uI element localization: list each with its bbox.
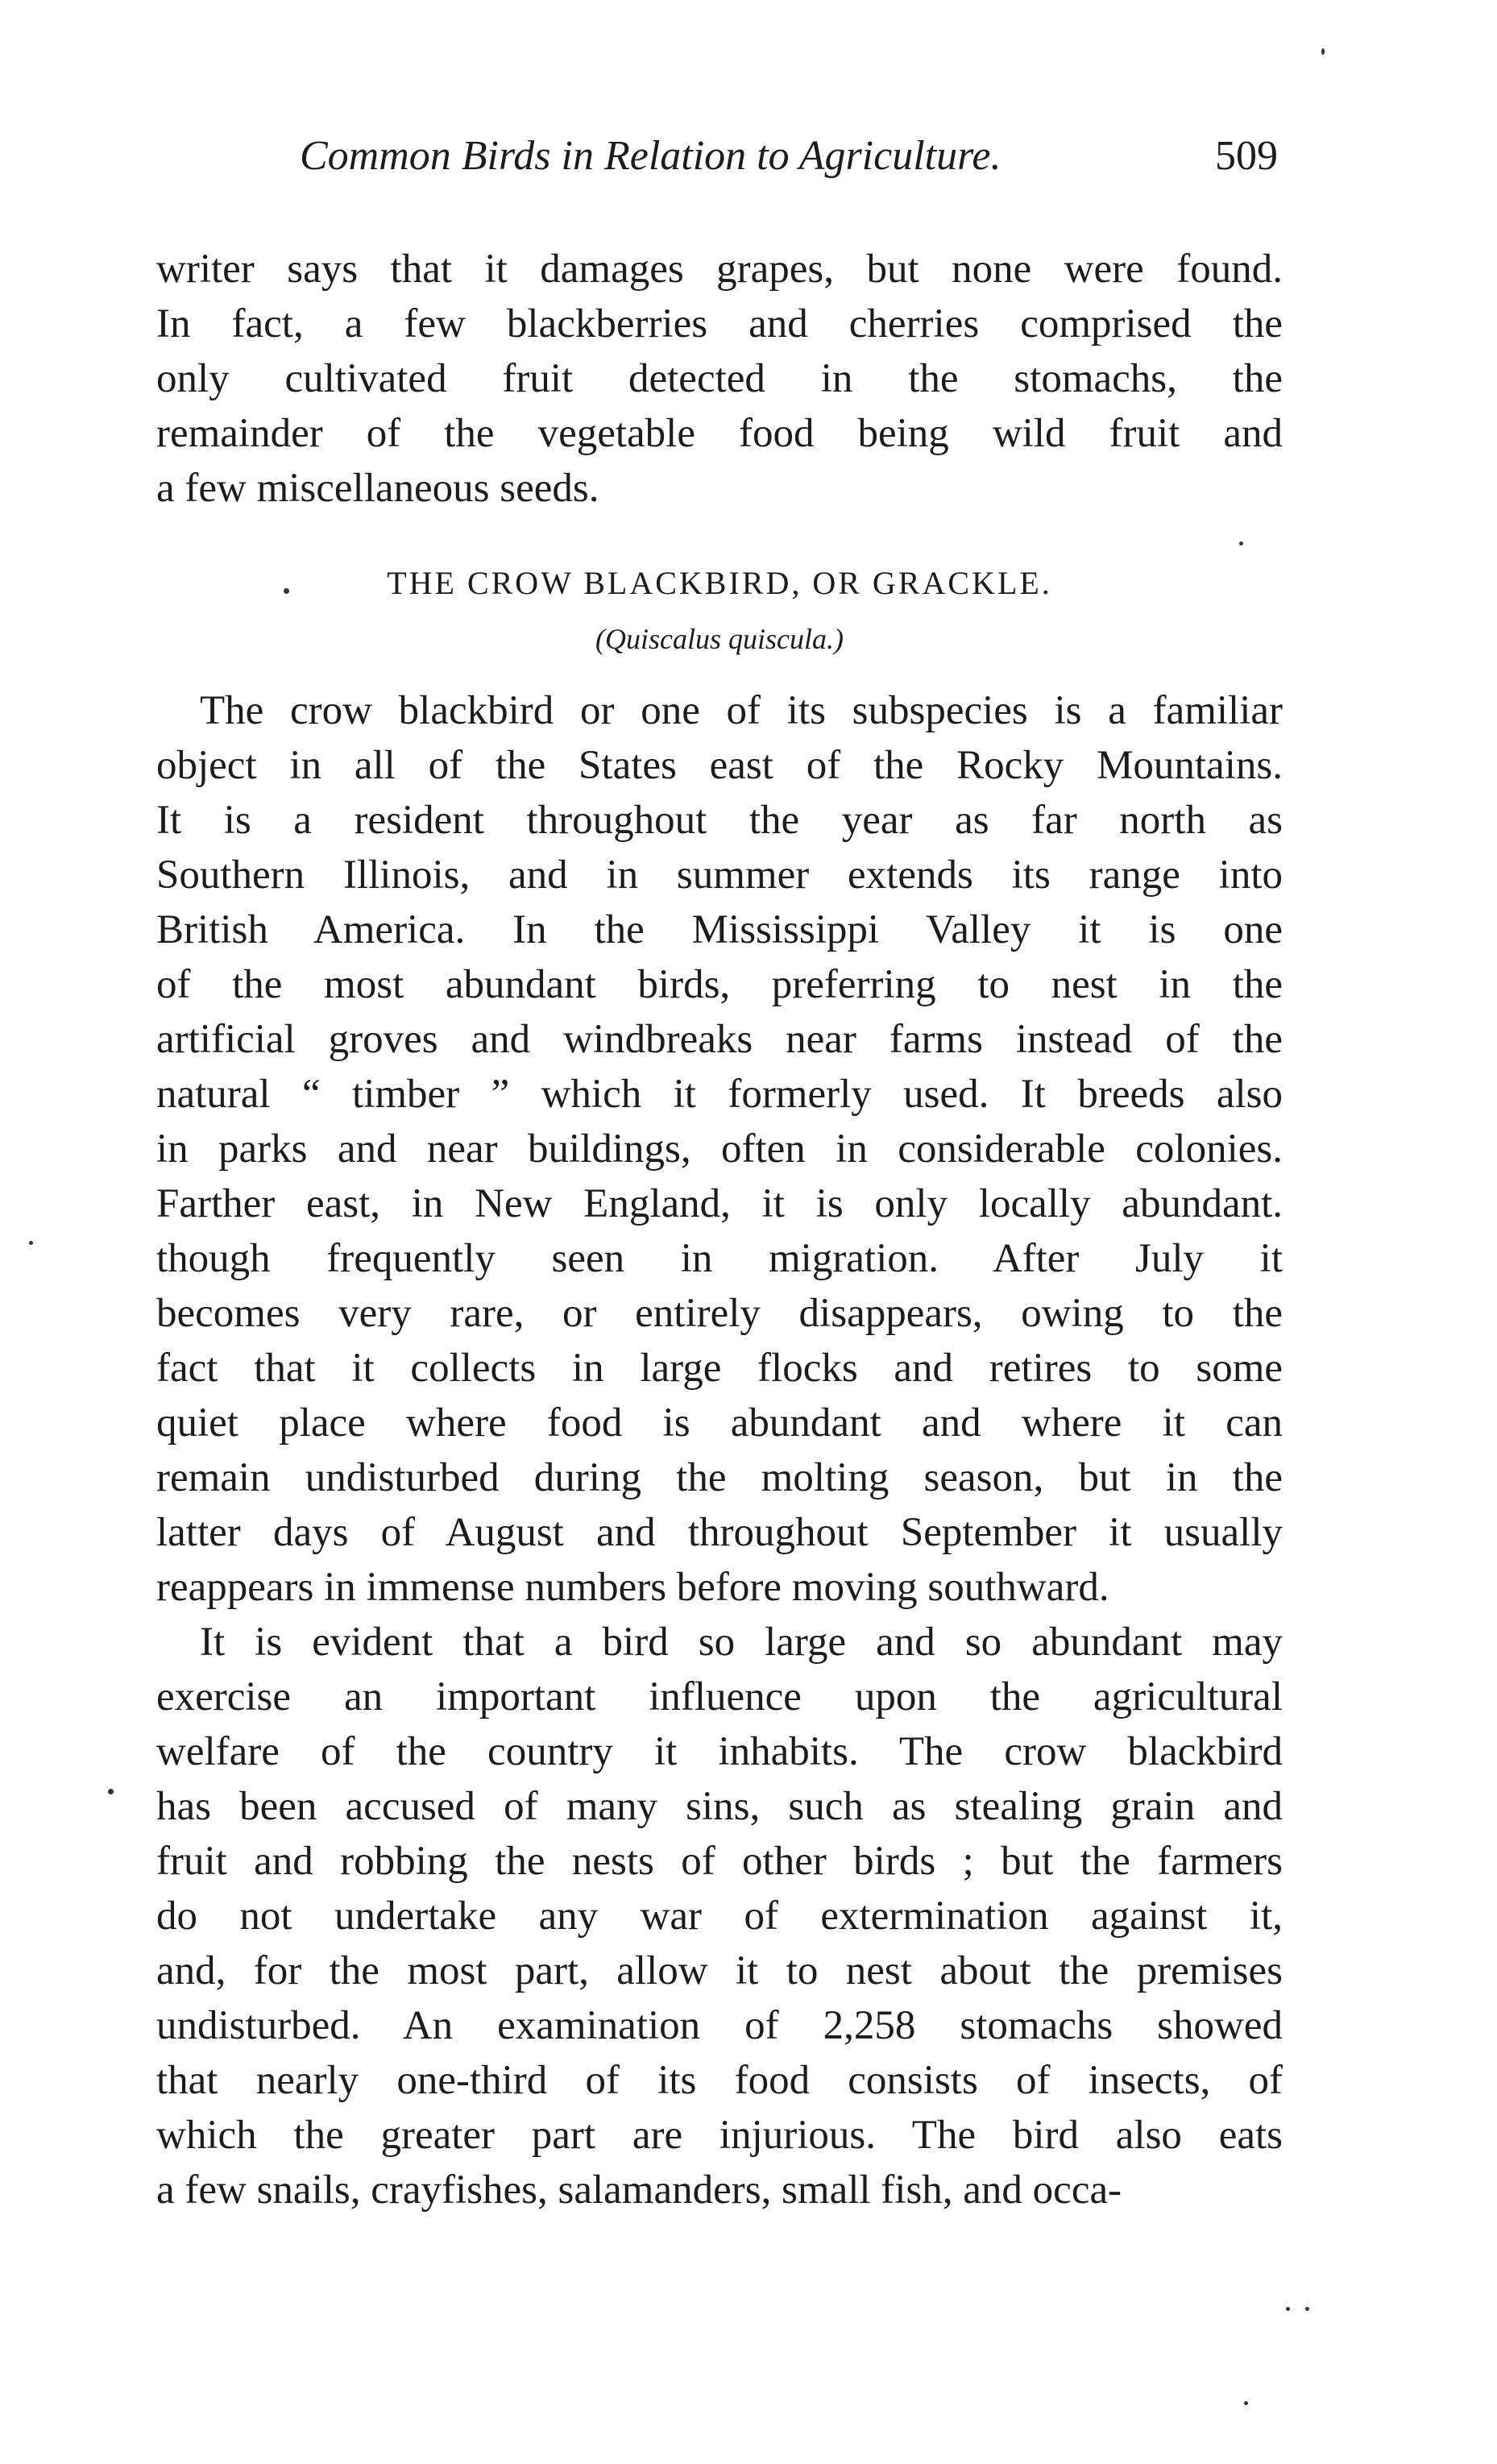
scan-speck [1244, 2401, 1248, 2405]
scientific-name: (Quiscalus quiscula.) [595, 623, 844, 655]
scan-speck [29, 1241, 33, 1245]
text-line: do not undertake any war of extermination against it, [156, 1894, 1283, 1939]
paragraph [156, 683, 1283, 2217]
text-line: fruit and robbing the nests of other birds ; but the farmers [156, 1839, 1283, 1884]
text-line: fact that it collects in large flocks and retires to some [156, 1346, 1283, 1391]
text-line: remain undisturbed during the molting season, but in the [156, 1455, 1283, 1500]
text-line: The crow blackbird or one of its subspecies is a familiar [200, 688, 1283, 733]
text-line: object in all of the States east of the Rocky Mountains. [156, 743, 1283, 788]
text-line: becomes very rare, or entirely disappears, owing to the [156, 1291, 1283, 1336]
scan-speck [284, 588, 289, 594]
text-line: artificial groves and windbreaks near farms instead of the [156, 1017, 1283, 1062]
section-heading: THE CROW BLACKBIRD, OR GRACKLE. [387, 565, 1052, 601]
text-line: and, for the most part, allow it to nest about the premises [156, 1948, 1283, 1993]
page-number: 509 [1215, 133, 1278, 179]
scan-speck [1321, 48, 1325, 55]
text-line: exercise an important influence upon the agricultural [156, 1674, 1283, 1719]
text-line: Southern Illinois, and in summer extends its range into [156, 852, 1283, 898]
text-line: latter days of August and throughout September it usually [156, 1510, 1283, 1555]
text-line: British America. In the Mississippi Valley it is one [156, 907, 1283, 952]
text-line: welfare of the country it inhabits. The crow blackbird [156, 1729, 1283, 1774]
text-line: which the greater part are injurious. The bird also eats [156, 2113, 1283, 2158]
running-title: Common Birds in Relation to Agriculture. [300, 133, 1001, 179]
paragraph-continued [156, 242, 1283, 516]
text-line: undisturbed. An examination of 2,258 stomachs showed [156, 2003, 1283, 2048]
scan-speck [108, 1789, 114, 1794]
text-line: remainder of the vegetable food being wild fruit and [156, 411, 1283, 456]
text-line: natural “ timber ” which it formerly used. It breeds also [156, 1072, 1283, 1117]
text-line: has been accused of many sins, such as stealing grain and [156, 1784, 1283, 1829]
text-line: quiet place where food is abundant and where it can [156, 1400, 1283, 1446]
text-line: It is a resident throughout the year as far north as [156, 798, 1283, 843]
scan-speck [1305, 2307, 1309, 2311]
text-line: writer says that it damages grapes, but none were found. [156, 247, 1283, 292]
text-line: reappears in immense numbers before moving southward. [156, 1565, 1109, 1610]
scan-speck [1286, 2307, 1290, 2311]
text-line: a few snails, crayfishes, salamanders, small fish, and occa- [156, 2167, 1122, 2213]
text-line: only cultivated fruit detected in the stomachs, the [156, 356, 1283, 401]
text-line: Farther east, in New England, it is only locally abundant. [156, 1181, 1283, 1226]
text-line: of the most abundant birds, preferring to nest in the [156, 962, 1283, 1007]
text-line: In fact, a few blackberries and cherries comprised the [156, 301, 1283, 346]
text-line: in parks and near buildings, often in considerable colonies. [156, 1126, 1283, 1172]
text-line: It is evident that a bird so large and so abundant may [200, 1620, 1283, 1665]
text-line: that nearly one-third of its food consists of insects, of [156, 2058, 1283, 2103]
text-line: though frequently seen in migration. After July it [156, 1236, 1283, 1281]
text-line: a few miscellaneous seeds. [156, 466, 599, 511]
scan-speck [1239, 541, 1243, 545]
